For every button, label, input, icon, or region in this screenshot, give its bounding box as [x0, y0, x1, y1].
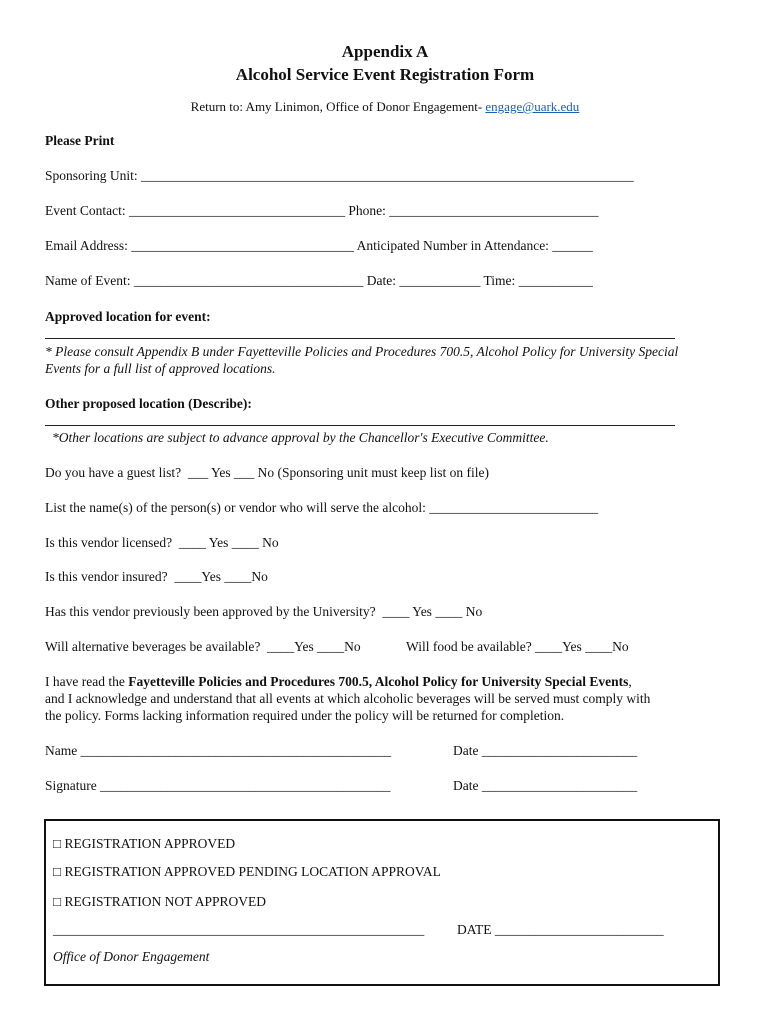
return-to-line [0, 99, 770, 115]
office-date-field[interactable]: DATE _________________________ [457, 922, 664, 937]
name-of-event-field[interactable]: Name of Event: __________________________________ Date: ____________ Time: ___________ [45, 273, 593, 288]
event-contact-field[interactable]: Event Contact: ________________________________ Phone: _______________________________ [45, 203, 599, 218]
email-address-field[interactable]: Email Address: _________________________________ Anticipated Number in Attendance: ______ [45, 238, 593, 253]
office-signature-line[interactable]: _______________________________________________________ [53, 922, 425, 937]
signature-date-field[interactable]: Date _______________________ [453, 778, 638, 793]
alt-beverages-question[interactable]: Will alternative beverages be available? ____Yes ____No [45, 639, 361, 654]
vendor-insured-question[interactable]: Is this vendor insured? ____Yes ____No [45, 569, 268, 584]
approved-location-note-2: Events for a full list of approved locations. [45, 361, 276, 376]
acknowledgement-line-3: the policy. Forms lacking information required under the policy will be returned for completion. [45, 708, 565, 723]
guest-list-question[interactable]: Do you have a guest list? ___ Yes ___ No (Sponsoring unit must keep list on file) [45, 465, 489, 480]
vendor-licensed-question[interactable]: Is this vendor licensed? ____ Yes ____ No [45, 535, 279, 550]
ack-prefix: I have read the [45, 674, 129, 689]
server-names-question[interactable]: List the name(s) of the person(s) or vendor who will serve the alcohol: _________________________ [45, 500, 599, 515]
return-email-link[interactable]: engage@uark.edu [485, 99, 580, 114]
registration-approved-checkbox[interactable]: □ REGISTRATION APPROVED [53, 836, 236, 851]
name-date-field[interactable]: Date _______________________ [453, 743, 638, 758]
acknowledgement-line-2: and I acknowledge and understand that all events at which alcoholic beverages will be served must comply with [45, 691, 651, 706]
ack-suffix: , [628, 674, 632, 689]
office-label: Office of Donor Engagement [53, 949, 210, 964]
return-to-text: Return to: Amy Linimon, Office of Donor Engagement- [190, 99, 486, 114]
food-question[interactable]: Will food be available? ____Yes ____No [406, 639, 629, 654]
sponsoring-unit-field[interactable]: Sponsoring Unit: _________________________________________________________________________ [45, 168, 634, 183]
registration-not-approved-checkbox[interactable]: □ REGISTRATION NOT APPROVED [53, 894, 267, 909]
signature-field[interactable]: Signature ___________________________________________ [45, 778, 391, 793]
appendix-title: Appendix A [341, 42, 429, 61]
ack-policy-name: Fayetteville Policies and Procedures 700.5, Alcohol Policy for University Special Events [128, 674, 629, 689]
registration-pending-checkbox[interactable]: □ REGISTRATION APPROVED PENDING LOCATION APPROVAL [53, 864, 441, 879]
other-location-line[interactable] [45, 425, 675, 426]
name-field[interactable]: Name ______________________________________________ [45, 743, 392, 758]
acknowledgement-line-1 [45, 674, 632, 690]
vendor-approved-question[interactable]: Has this vendor previously been approved by the University? ____ Yes ____ No [45, 604, 483, 619]
approved-location-line[interactable] [45, 338, 675, 339]
other-location-note: *Other locations are subject to advance approval by the Chancellor's Executive Committee. [52, 430, 549, 445]
please-print-label: Please Print [45, 133, 115, 148]
form-title: Alcohol Service Event Registration Form [235, 65, 535, 84]
approved-location-heading: Approved location for event: [45, 309, 211, 324]
other-location-heading: Other proposed location (Describe): [45, 396, 252, 411]
approved-location-note: * Please consult Appendix B under Fayetteville Policies and Procedures 700.5, Alcohol Policy for University Special [45, 344, 679, 359]
